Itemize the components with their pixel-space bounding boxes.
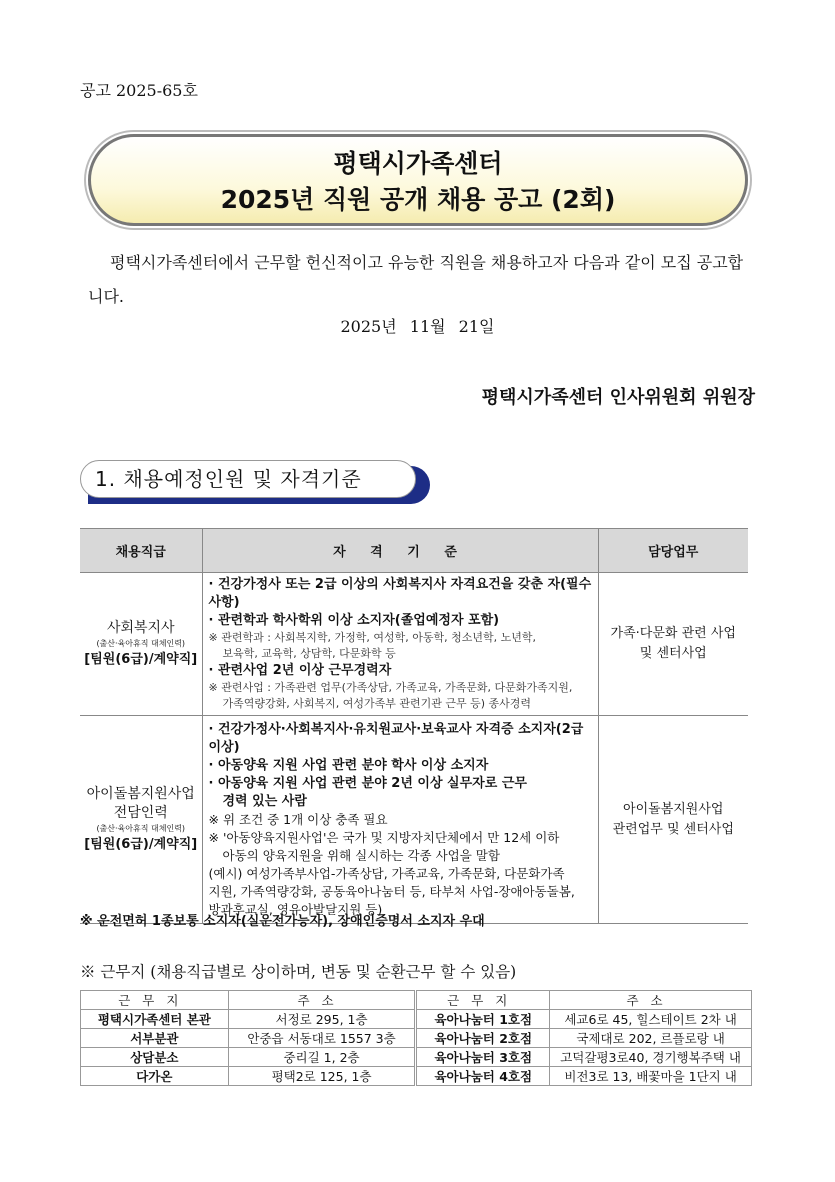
workplace-address: 고덕갈평3로40, 경기행복주택 내: [550, 1048, 752, 1067]
criteria-line: 방과후교실, 영유아발달지원 등): [208, 901, 383, 917]
criteria-line: · 관련사업 2년 이상 근무경력자: [208, 663, 392, 678]
workplace-name: 서부분관: [81, 1029, 229, 1048]
criteria-line: 아동의 양육지원을 위해 실시하는 각종 사업을 말함: [222, 847, 500, 863]
position-sub: (출산·육아휴직 대체인력): [96, 824, 186, 833]
workplace-name: 다가온: [81, 1067, 229, 1086]
title-line-1: 평택시가족센터: [333, 149, 503, 178]
criteria-line: (예시) 여성가족부사업-가족상담, 가족교육, 가족문화, 다문화가족: [208, 865, 565, 881]
duty-line: 관련업무 및 센터사업: [612, 821, 734, 837]
criteria-cell: [202, 573, 598, 716]
duty-line: 가족·다문화 관련 사업: [610, 626, 736, 641]
criteria-line: ※ 위 조건 중 1개 이상 충족 필요: [208, 811, 388, 827]
workplace-table: [80, 990, 752, 1086]
criteria-line: ※ '아동양육지원사업'은 국가 및 지방자치단체에서 만 12세 이하: [208, 829, 560, 845]
header-workplace: 근무지: [416, 991, 550, 1010]
duty-line: 아이돌봄지원사업: [623, 801, 724, 817]
signer: 평택시가족센터 인사위원회 위원장: [481, 387, 755, 408]
workplace-address: 서정로 295, 1층: [228, 1010, 416, 1029]
criteria-line: ※ 관련학과 : 사회복지학, 가정학, 여성학, 아동학, 청소년학, 노년학,: [208, 631, 537, 644]
workplace-address: 세교6로 45, 힐스테이트 2차 내: [550, 1010, 752, 1029]
duty-line: 및 센터사업: [639, 646, 707, 661]
recruitment-table: [80, 528, 748, 924]
workplace-name: 상담분소: [81, 1048, 229, 1067]
criteria-line: 지원, 가족역량강화, 공동육아나눔터 등, 타부처 사업-장애아동돌봄,: [208, 883, 575, 899]
title-line-2: 2025년 직원 공개 채용 공고 (2회): [220, 185, 616, 214]
duty-cell: [598, 573, 748, 716]
position-cell: [80, 716, 202, 924]
header-address: 주소: [228, 991, 416, 1010]
workplace-name: 육아나눔터 4호점: [416, 1067, 550, 1086]
table-row: [81, 1010, 752, 1029]
criteria-line: · 아동양육 지원 사업 관련 분야 2년 이상 실무자로 근무: [208, 775, 527, 791]
workplace-name: 육아나눔터 3호점: [416, 1048, 550, 1067]
notice-date: 2025년 11월 21일: [340, 317, 495, 336]
criteria-cell: [202, 716, 598, 924]
table-row: [80, 716, 748, 924]
table-row: [81, 1067, 752, 1086]
criteria-line: · 건강가정사·사회복지사·유치원교사·보육교사 자격증 소지자(2급이상): [208, 721, 584, 755]
table-header-row: [80, 529, 748, 573]
workplace-address: 국제대로 202, 르플로랑 내: [550, 1029, 752, 1048]
workplace-title: ※ 근무지 (채용직급별로 상이하며, 변동 및 순환근무 할 수 있음): [80, 963, 517, 981]
position-name-2: 전담인력: [113, 805, 168, 821]
workplace-address: 평택2로 125, 1층: [228, 1067, 416, 1086]
intro-paragraph: 평택시가족센터에서 근무할 헌신적이고 유능한 직원을 채용하고자 다음과 같이 모집 공고합니다.: [88, 253, 744, 306]
criteria-line: · 건강가정사 또는 2급 이상의 사회복지사 자격요건을 갖춘 자(필수사항): [208, 577, 592, 610]
position-name: 아이돌봄지원사업: [86, 786, 195, 802]
workplace-name: 평택시가족센터 본관: [81, 1010, 229, 1029]
criteria-line: 경력 있는 사람: [222, 793, 307, 809]
header-duty: 담당업무: [598, 529, 748, 573]
header-address: 주소: [550, 991, 752, 1010]
header-workplace: 근무지: [81, 991, 229, 1010]
workplace-address: 안중읍 서동대로 1557 3층: [228, 1029, 416, 1048]
header-criteria: 자 격 기 준: [202, 529, 598, 573]
table-row: [81, 1029, 752, 1048]
position-grade: [팀원(6급)/계약직]: [84, 652, 198, 667]
table-row: [81, 1048, 752, 1067]
workplace-header-row: [81, 991, 752, 1010]
criteria-line: · 아동양육 지원 사업 관련 분야 학사 이상 소지자: [208, 757, 489, 773]
header-position: 채용직급: [80, 529, 202, 573]
notice-number: 공고 2025-65호: [80, 81, 198, 100]
criteria-line: 보육학, 교육학, 상담학, 다문화학 등: [222, 647, 396, 660]
title-banner: [88, 134, 748, 226]
position-sub: (출산·육아휴직 대체인력): [96, 639, 186, 648]
criteria-line: ※ 관련사업 : 가족관련 업무(가족상담, 가족교육, 가족문화, 다문화가족지원,: [208, 681, 573, 694]
position-name: 사회복지사: [106, 620, 175, 636]
criteria-line: 가족역량강화, 사회복지, 여성가족부 관련기관 근무 등) 종사경력: [222, 697, 532, 710]
workplace-address: 중리길 1, 2층: [228, 1048, 416, 1067]
workplace-name: 육아나눔터 1호점: [416, 1010, 550, 1029]
license-note: ※ 운전면허 1종보통 소지자(실운전가능자), 장애인증명서 소지자 우대: [80, 914, 485, 929]
duty-cell: [598, 716, 748, 924]
section-1-title: 1. 채용예정인원 및 자격기준: [80, 460, 416, 498]
workplace-address: 비전3로 13, 배꽃마을 1단지 내: [550, 1067, 752, 1086]
criteria-line: · 관련학과 학사학위 이상 소지자(졸업예정자 포함): [208, 613, 500, 628]
workplace-name: 육아나눔터 2호점: [416, 1029, 550, 1048]
table-row: [80, 573, 748, 716]
position-grade: [팀원(6급)/계약직]: [84, 837, 198, 852]
position-cell: [80, 573, 202, 716]
section-1-heading: [80, 460, 430, 504]
